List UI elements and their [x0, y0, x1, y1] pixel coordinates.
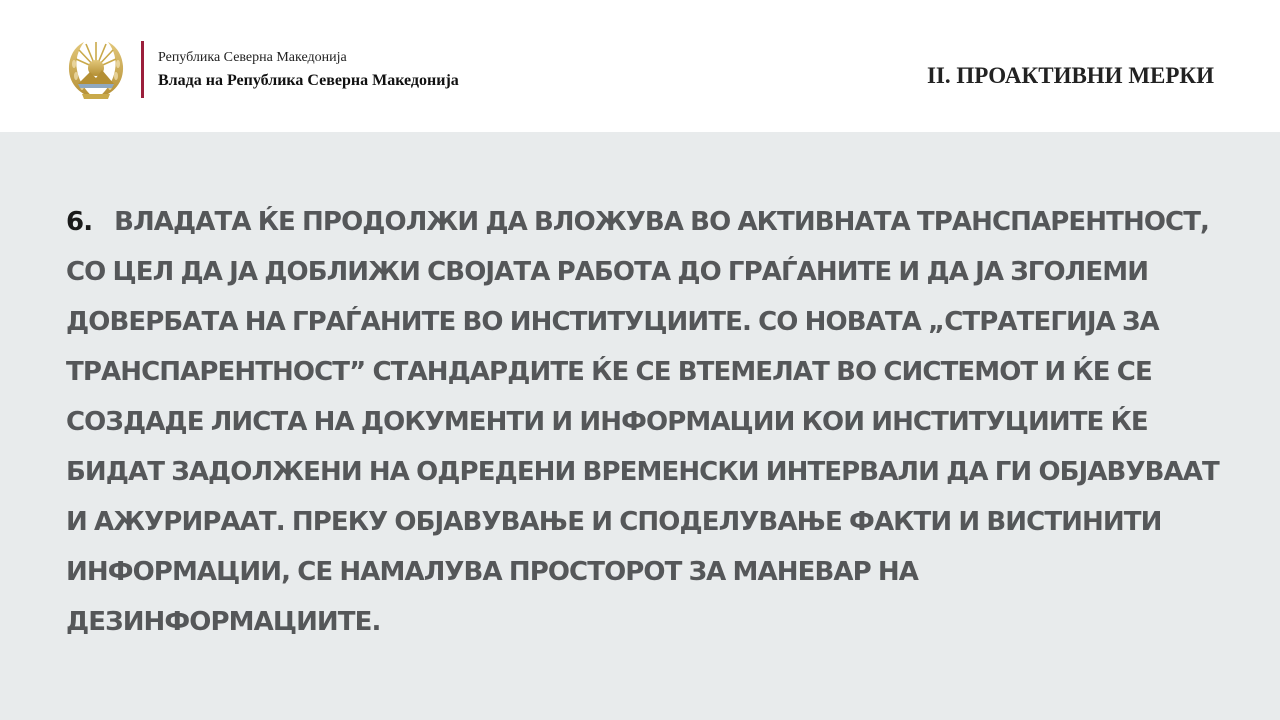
country-name: Република Северна Македонија [158, 50, 347, 65]
section-title: II. ПРОАКТИВНИ МЕРКИ [926, 63, 1214, 88]
coat-of-arms-icon [64, 34, 128, 104]
paragraph-line: ТРАНСПАРЕНТНОСТ” СТАНДАРДИТЕ ЌЕ СЕ ВТЕМЕЛАТ ВО СИСТЕМОТ И ЌЕ СЕ [66, 357, 1152, 387]
header-bar [0, 0, 1280, 132]
paragraph-line: ИНФОРМАЦИИ, СЕ НАМАЛУВА ПРОСТОРОТ ЗА МАНЕВАР НА [66, 557, 919, 587]
header-divider [141, 41, 144, 98]
item-number: 6. [66, 207, 93, 237]
paragraph-line: ДЕЗИНФОРМАЦИИТЕ. [66, 607, 381, 637]
paragraph-line: И АЖУРИРААТ. ПРЕКУ ОБЈАВУВАЊЕ И СПОДЕЛУВАЊЕ ФАКТИ И ВИСТИНИТИ [66, 507, 1162, 537]
paragraph-line: БИДАТ ЗАДОЛЖЕНИ НА ОДРЕДЕНИ ВРЕМЕНСКИ ИНТЕРВАЛИ ДА ГИ ОБЈАВУВААТ [66, 457, 1219, 487]
paragraph-line: 6. ВЛАДАТА ЌЕ ПРОДОЛЖИ ДА ВЛОЖУВА ВО АКТИВНАТА ТРАНСПАРЕНТНОСТ, [66, 207, 1210, 237]
paragraph-line: СО ЦЕЛ ДА ЈА ДОБЛИЖИ СВОЈАТА РАБОТА ДО ГРАЃАНИТЕ И ДА ЈА ЗГОЛЕМИ [66, 257, 1149, 287]
paragraph-line: ДОВЕРБАТА НА ГРАЃАНИТЕ ВО ИНСТИТУЦИИТЕ. СО НОВАТА „СТРАТЕГИЈА ЗА [66, 307, 1159, 337]
main-paragraph [66, 197, 1219, 647]
government-name: Влада на Република Северна Македонија [158, 72, 459, 89]
paragraph-line: СОЗДАДЕ ЛИСТА НА ДОКУМЕНТИ И ИНФОРМАЦИИ КОИ ИНСТИТУЦИИТЕ ЌЕ [66, 407, 1148, 437]
